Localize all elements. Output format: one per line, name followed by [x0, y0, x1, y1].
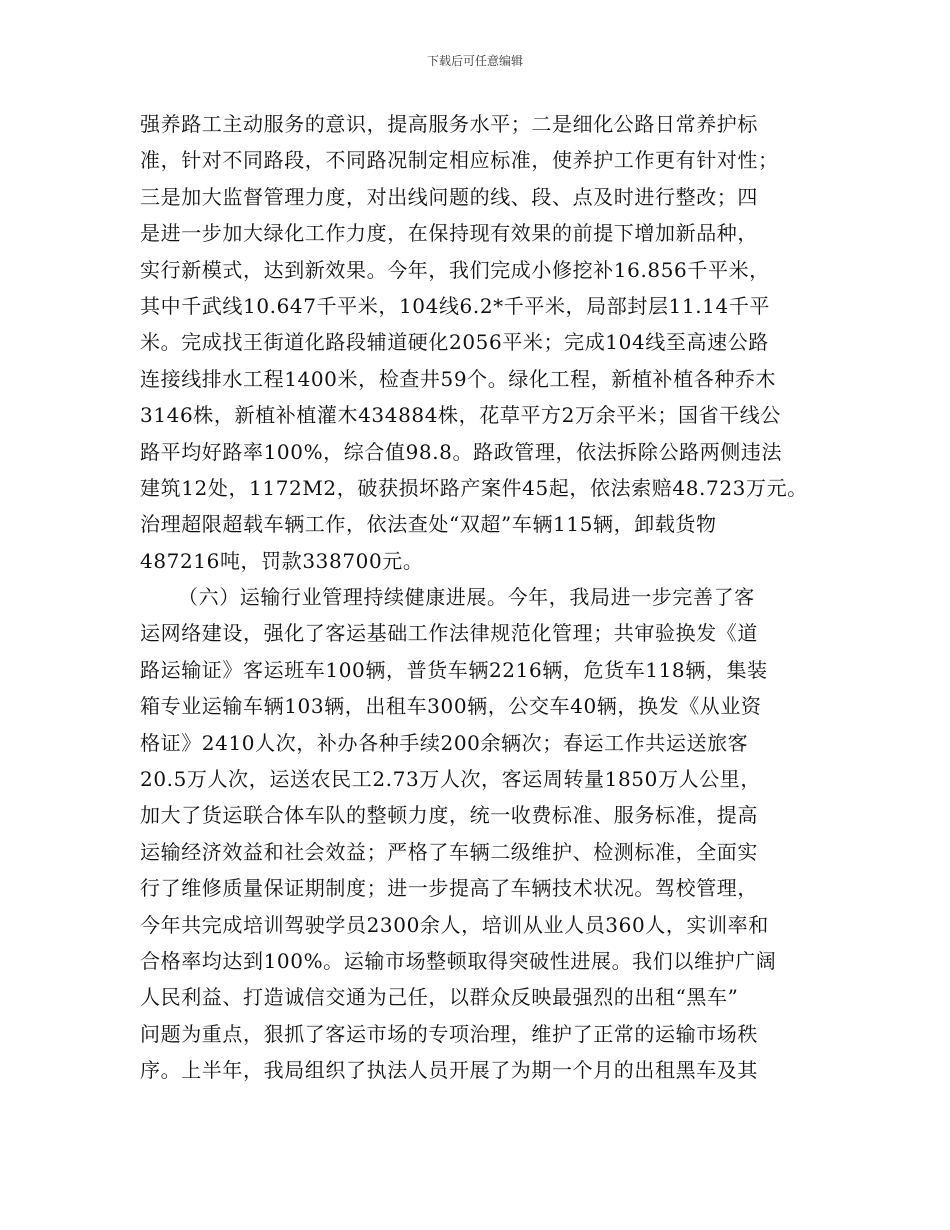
- text-line: 强养路工主动服务的意识，提高服务水平；二是细化公路日常养护标: [140, 112, 758, 136]
- text-line: 序。上半年，我局组织了执法人员开展了为期一个月的出租黑车及其: [140, 1058, 758, 1083]
- text-line: 连接线排水工程1400米，检查井59个。绿化工程，新植补植各种乔木: [140, 366, 777, 391]
- text-line: 治理超限超载车辆工作，依法查处“双超”车辆115辆，卸载货物: [140, 512, 717, 537]
- text-line: 合格率均达到100%。运输市场整顿取得突破性进展。我们以维护广阔: [140, 948, 777, 973]
- text-line: 路平均好路率100%，综合值98.8。路政管理，依法拆除公路两侧违法: [140, 439, 783, 464]
- text-line: 是进一步加大绿化工作力度，在保持现有效果的前提下增加新品种，: [140, 221, 758, 246]
- text-line: 建筑12处，1172M2，破获损坏路产案件45起，依法索赔48.723万元。: [140, 475, 808, 500]
- text-line: 加大了货运联合体车队的整顿力度，统一收费标准、服务标准，提高: [140, 803, 758, 828]
- text-line: 格证》2410人次，补办各种手续200余辆次；春运工作共运送旅客: [140, 730, 749, 755]
- text-line: 运网络建设，强化了客运基础工作法律规范化管理；共审验换发《道: [140, 621, 758, 646]
- text-line: 20.5万人次，运送农民工2.73万人次，客运周转量1850万人公里，: [140, 767, 761, 792]
- text-line: 米。完成找王街道化路段辅道硬化2056平米；完成104线至高速公路: [140, 330, 769, 355]
- document-body: [140, 106, 820, 1089]
- text-line: 487216吨，罚款338700元。: [140, 548, 424, 573]
- text-line: 箱专业运输车辆103辆，出租车300辆，公交车40辆，换发《从业资: [140, 694, 762, 719]
- text-line: 今年共完成培训驾驶学员2300余人，培训从业人员360人，实训率和: [140, 912, 769, 937]
- text-line: 其中千武线10.647千平米，104线6.2*千平米，局部封层11.14千平: [140, 293, 771, 318]
- page-header: 下载后可任意编辑: [426, 54, 523, 68]
- text-line: 路运输证》客运班车100辆，普货车辆2216辆，危货车118辆，集装: [140, 657, 768, 682]
- text-line: 问题为重点，狠抓了客运市场的专项治理，维护了正常的运输市场秩: [140, 1021, 758, 1046]
- text-line: 运输经济效益和社会效益；严格了车辆二级维护、检测标准，全面实: [140, 839, 758, 864]
- text-line: 准，针对不同路段，不同路况制定相应标准，使养护工作更有针对性；: [140, 148, 779, 173]
- text-line: 实行新模式，达到新效果。今年，我们完成小修挖补16.856千平米，: [140, 257, 770, 282]
- text-line: 3146株，新植补植灌木434884株，花草平方2万余平米；国省干线公: [140, 403, 781, 428]
- text-line: 人民利益、打造诚信交通为己任，以群众反映最强烈的出租“黑车”: [140, 985, 739, 1010]
- text-line: 三是加大监督管理力度，对出线问题的线、段、点及时进行整改；四: [140, 184, 758, 209]
- text-line: 行了维修质量保证期制度；进一步提高了车辆技术状况。驾校管理，: [140, 876, 758, 901]
- section-heading-line: （六）运输行业管理持续健康进展。今年，我局进一步完善了客: [178, 585, 755, 610]
